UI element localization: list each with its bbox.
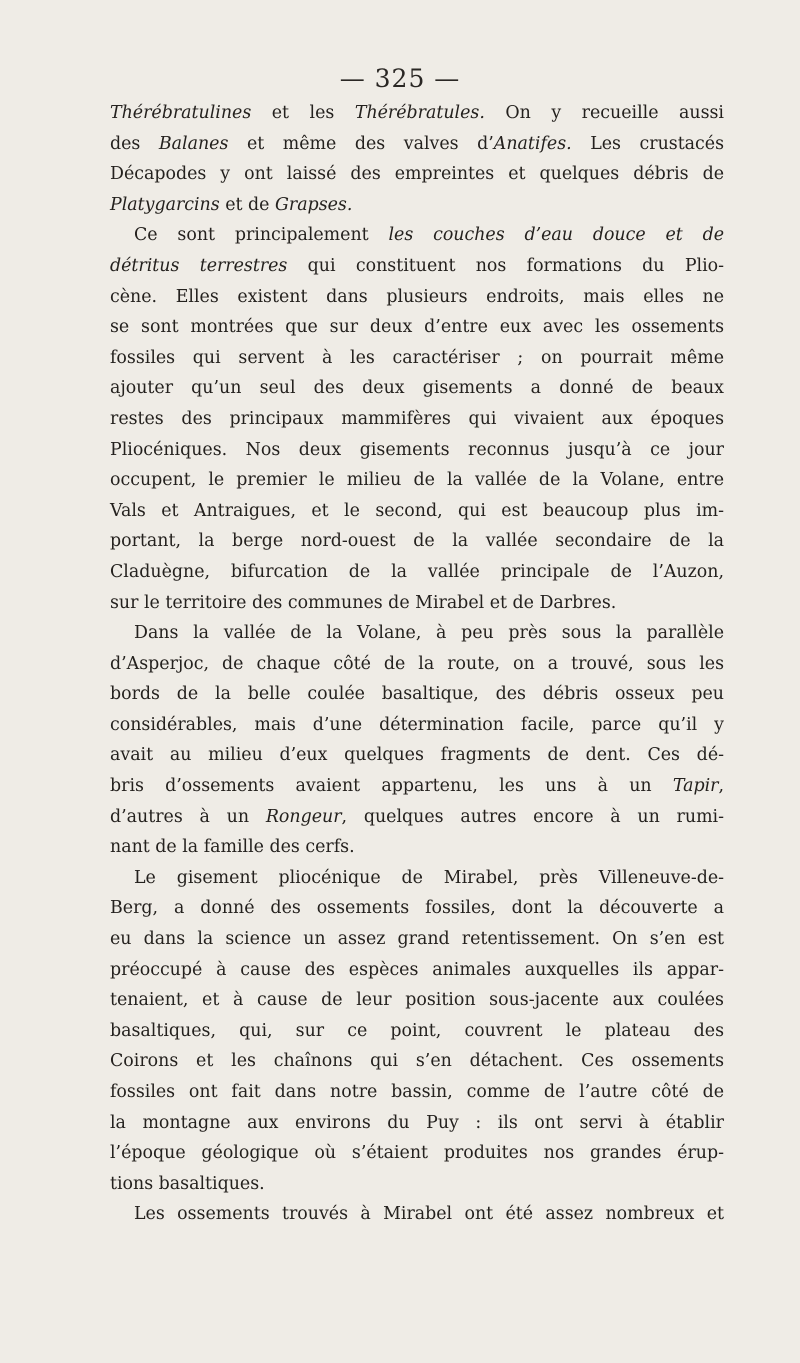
text-segment: basaltiques, qui, sur ce point, couvrent le plateau des [110, 1020, 724, 1041]
text-segment: occupent, le premier le milieu de la vallée de la Volane, entre [110, 470, 724, 491]
text-segment: d’autres à un [110, 806, 266, 827]
text-segment: considérables, mais d’une détermination facile, parce qu’il y [110, 714, 724, 735]
italic-text-segment: Thérébratules. [354, 103, 485, 123]
text-line [110, 924, 724, 955]
text-segment: sur le territoire des communes de Mirabel et de Darbres. [110, 592, 617, 613]
text-line [110, 740, 724, 771]
text-line [110, 955, 724, 986]
text-segment: On y recueille aussi [484, 103, 724, 123]
italic-text-segment: Platygarcins [110, 194, 220, 215]
text-line [110, 710, 724, 741]
text-line [110, 771, 724, 802]
text-segment: cène. Elles existent dans plusieurs endroits, mais elles ne [110, 286, 724, 307]
text-segment: fossiles ont fait dans notre bassin, comme de l’autre côté de [110, 1082, 724, 1102]
text-line [110, 863, 724, 894]
text-line [110, 465, 724, 496]
body-text [110, 98, 724, 1230]
text-segment: Coirons et les chaînons qui s’en détachent. Ces ossements [110, 1051, 724, 1072]
text-segment: d’Asperjoc, de chaque côté de la route, on a trouvé, sous les [110, 653, 724, 674]
text-line [110, 1169, 724, 1200]
text-line [110, 649, 724, 680]
text-line [110, 557, 724, 588]
text-segment: Pliocéniques. Nos deux gisements reconnus jusqu’à ce jour [110, 439, 724, 460]
text-segment: et même des valves d’ [228, 133, 494, 154]
text-segment: portant, la berge nord-ouest de la vallée secondaire de la [110, 531, 724, 552]
text-segment: et les [251, 103, 355, 123]
text-segment: préoccupé à cause des espèces animales auxquelles ils appar- [110, 959, 724, 980]
text-line [110, 1199, 724, 1230]
text-line [110, 679, 724, 710]
text-segment: Vals et Antraigues, et le second, qui est beaucoup plus im- [110, 500, 724, 521]
italic-text-segment: détritus terrestres [110, 255, 288, 276]
text-segment: qui constituent nos formations du Plio- [287, 255, 724, 276]
text-line [110, 496, 724, 527]
text-line [110, 1077, 724, 1108]
text-segment: bris d’ossements avaient appartenu, les uns à un [110, 776, 673, 797]
text-line [110, 343, 724, 374]
text-segment: Les ossements trouvés à Mirabel ont été assez nombreux et [134, 1204, 724, 1225]
text-line [110, 618, 724, 649]
text-line [110, 1046, 724, 1077]
text-line [110, 312, 724, 343]
italic-text-segment: Anatifes. [493, 133, 572, 154]
text-line [110, 373, 724, 404]
text-segment: Les crustacés [571, 133, 725, 154]
text-line [110, 98, 724, 129]
text-segment: tions basaltiques. [110, 1173, 265, 1194]
text-segment: , [718, 776, 724, 797]
text-segment: Dans la vallée de la Volane, à peu près sous la parallèle [134, 623, 724, 644]
text-line [110, 526, 724, 557]
text-line [110, 435, 724, 466]
text-segment: Claduègne, bifurcation de la vallée principale de l’Auzon, [110, 561, 724, 582]
text-line [110, 1108, 724, 1139]
text-segment: tenaient, et à cause de leur position sous-jacente aux coulées [110, 990, 724, 1011]
text-line [110, 190, 724, 221]
text-line [110, 1138, 724, 1169]
text-segment: Berg, a donné des ossements fossiles, dont la découverte a [110, 898, 724, 919]
text-line [110, 802, 724, 833]
italic-text-segment: Thérébratulines [110, 103, 252, 123]
text-segment: avait au milieu d’eux quelques fragments de dent. Ces dé- [110, 745, 724, 766]
italic-text-segment: les couches d’eau douce et de [388, 225, 724, 246]
italic-text-segment: Tapir [672, 776, 719, 797]
text-segment: fossiles qui servent à les caractériser ; on pourrait même [110, 347, 724, 368]
text-segment: des [110, 133, 159, 154]
text-segment: Décapodes y ont laissé des empreintes et quelques débris de [110, 164, 724, 185]
text-line [110, 220, 724, 251]
text-segment: et de [219, 194, 275, 215]
text-line [110, 282, 724, 313]
text-line [110, 404, 724, 435]
text-line [110, 893, 724, 924]
page-number: — 325 — [339, 64, 461, 93]
italic-text-segment: Grapses. [274, 194, 353, 215]
text-segment: ajouter qu’un seul des deux gisements a donné de beaux [110, 378, 724, 399]
text-line [110, 1016, 724, 1047]
text-segment: Ce sont principalement [134, 225, 389, 246]
text-line [110, 832, 724, 863]
text-segment: nant de la famille des cerfs. [110, 837, 355, 858]
text-line [110, 588, 724, 619]
italic-text-segment: Rongeur [265, 806, 342, 827]
text-segment: Le gisement pliocénique de Mirabel, près Villeneuve-de- [134, 867, 724, 888]
text-segment: restes des principaux mammifères qui vivaient aux époques [110, 408, 724, 429]
italic-text-segment: Balanes [158, 133, 229, 154]
text-line [110, 159, 724, 190]
text-segment: eu dans la science un assez grand retentissement. On s’en est [110, 929, 724, 950]
text-segment: la montagne aux environs du Puy : ils ont servi à établir [110, 1112, 724, 1133]
text-segment: se sont montrées que sur deux d’entre eux avec les ossements [110, 317, 724, 338]
text-line [110, 129, 724, 160]
text-segment: , quelques autres encore à un rumi- [341, 806, 724, 827]
text-segment: l’époque géologique où s’étaient produites nos grandes érup- [110, 1143, 724, 1164]
text-line [110, 251, 724, 282]
text-segment: bords de la belle coulée basaltique, des débris osseux peu [110, 684, 724, 705]
text-line [110, 985, 724, 1016]
